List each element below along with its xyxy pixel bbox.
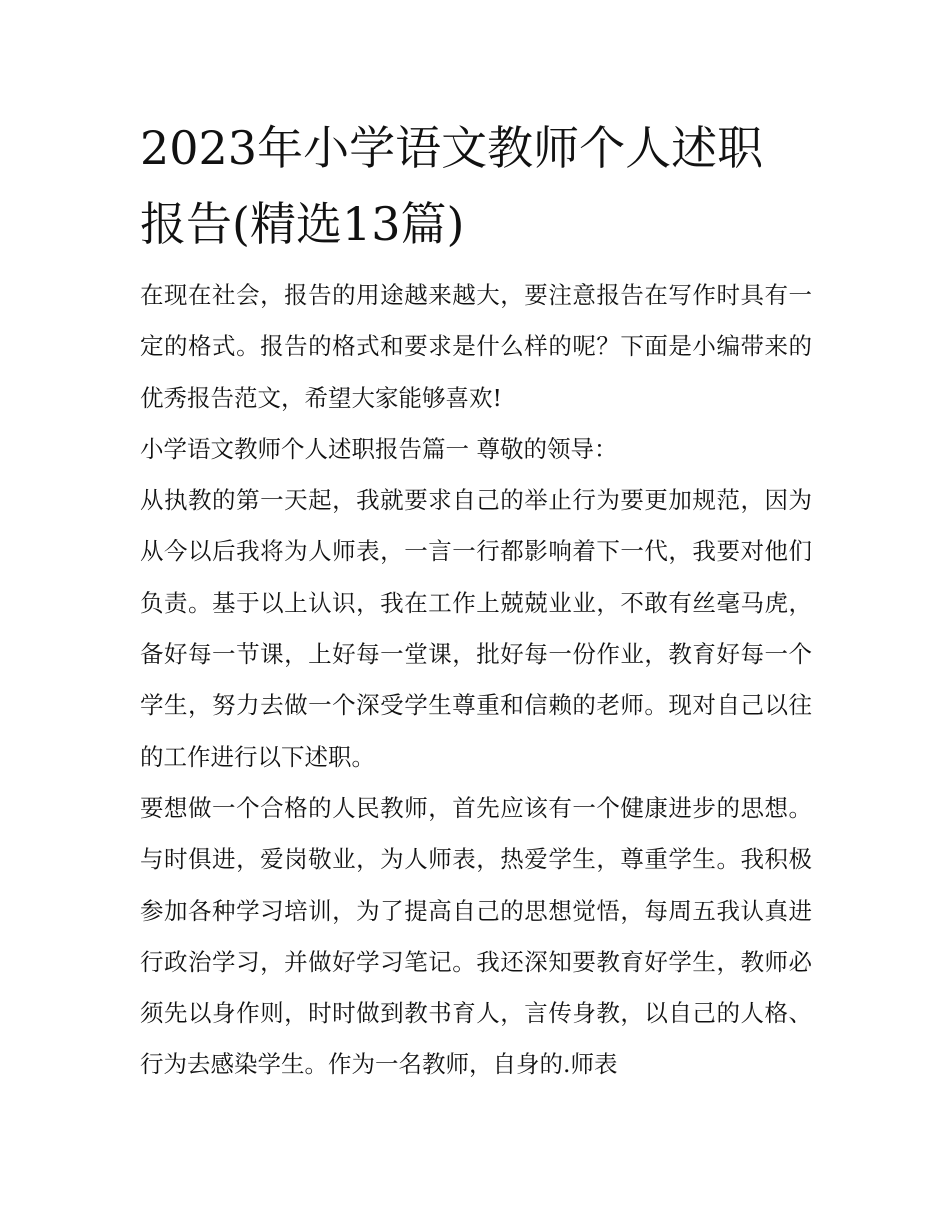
document-title <box>140 110 812 262</box>
body-paragraph-2: 要想做一个合格的人民教师，首先应该有一个健康进步的思想。与时俱进，爱岗敬业，为人师表，热爱学生，尊重学生。我积极参加各种学习培训，为了提高自己的思想觉悟，每周五我认真进行政治学习，并做好学习笔记。我还深知要教育好学生，教师必须先以身作则，时时做到教书育人，言传身教，以自己的人格、行为去感染学生。作为一名教师，自身的.师表 <box>140 793 812 1079</box>
document-page <box>140 110 812 1091</box>
body-paragraph-1: 从执教的第一天起，我就要求自己的举止行为要更加规范，因为从今以后我将为人师表，一言一行都影响着下一代，我要对他们负责。基于以上认识，我在工作上兢兢业业，不敢有丝毫马虎，备好每一节课，上好每一堂课，批好每一份作业，教育好每一个学生，努力去做一个深受学生尊重和信赖的老师。现对自己以往的工作进行以下述职。 <box>140 486 812 771</box>
title-line-2: 报告(精选13篇) <box>140 197 465 251</box>
intro-paragraph: 在现在社会，报告的用途越来越大，要注意报告在写作时具有一定的格式。报告的格式和要求是什么样的呢？下面是小编带来的优秀报告范文，希望大家能够喜欢! <box>140 281 812 412</box>
section-heading: 小学语文教师个人述职报告篇一 尊敬的领导： <box>140 434 618 463</box>
title-line-1: 2023年小学语文教师个人述职 <box>140 121 764 175</box>
